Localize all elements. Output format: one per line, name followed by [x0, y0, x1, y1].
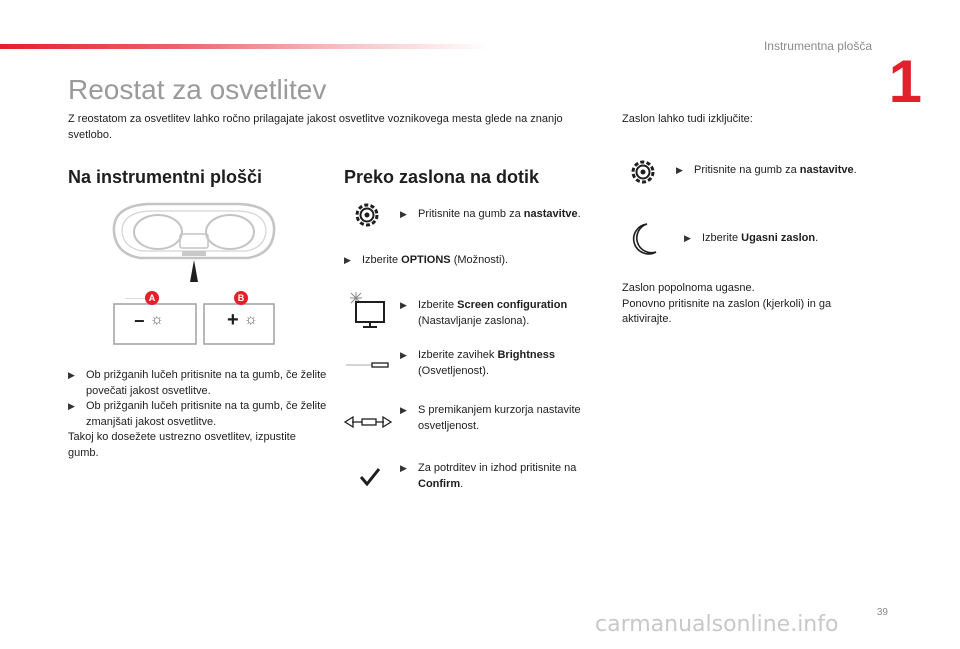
step-screen-config: ▶ Izberite Screen configuration (Nastavljanje zaslona). [400, 298, 600, 329]
bullet-icon: ▶ [68, 401, 75, 411]
step-options: ▶ Izberite OPTIONS (Možnosti). [344, 253, 584, 269]
step-move-cursor: ▶ S premikanjem kurzorja nastavite osvetljenost. [400, 403, 605, 434]
callout-b: B [234, 291, 248, 305]
bullet-icon: ▶ [400, 209, 407, 219]
bright-button-plus[interactable]: + [227, 309, 239, 331]
step-settings-right: ▶ Pritisnite na gumb za nastavitve. [676, 163, 896, 179]
bullet-icon: ▶ [676, 165, 683, 175]
gear-icon [628, 157, 658, 187]
left-bullets [68, 368, 328, 461]
bullet-icon: ▶ [684, 233, 691, 243]
bullet-icon: ▶ [344, 255, 351, 265]
watermark: carmanualsonline.info [595, 612, 839, 637]
screen-brightness-icon [346, 290, 388, 330]
chapter-number: 1 [888, 48, 922, 115]
slider-arrows-icon [344, 415, 392, 429]
bullet-icon: ▶ [68, 370, 75, 380]
page-number: 39 [876, 607, 888, 618]
list-item: ▶ Ob prižganih lučeh pritisnite na ta gumb, če želite zmanjšati jakost osvetlitve. [68, 399, 328, 430]
right-outro: Zaslon popolnoma ugasne. Ponovno pritisnite na zaslon (kjerkoli) in ga aktivirajte. [622, 282, 832, 325]
intro-text: Z reostatom za osvetlitev lahko ročno prilagajate jakost osvetlitve voznikovega mesta glede na znanjo svetlobo. [68, 113, 563, 141]
sun-icon: ☼ [150, 311, 164, 328]
right-intro: Zaslon lahko tudi izključite: [622, 113, 753, 125]
dim-button-minus[interactable]: − [134, 311, 145, 331]
middle-heading: Preko zaslona na dotik [344, 167, 540, 187]
gear-icon [352, 200, 382, 230]
bullet-icon: ▶ [400, 463, 407, 473]
step-confirm: ▶ Za potrditev in izhod pritisnite na Confirm. [400, 461, 600, 492]
step-screen-off: ▶ Izberite Ugasni zaslon. [684, 231, 884, 247]
list-item: ▶ Ob prižganih lučeh pritisnite na ta gumb, če želite povečati jakost osvetlitve. [68, 368, 328, 399]
bullet-icon: ▶ [400, 300, 407, 310]
bullet-icon: ▶ [400, 405, 407, 415]
bullet-icon: ▶ [400, 350, 407, 360]
step-settings: ▶ Pritisnite na gumb za nastavitve. [400, 207, 610, 223]
checkmark-icon [360, 468, 380, 486]
callout-a: A [145, 291, 159, 305]
step-brightness-tab: ▶ Izberite zavihek Brightness (Osvetljenost). [400, 348, 600, 379]
page-title: Reostat za osvetlitev [68, 74, 327, 105]
section-label: Instrumentna plošča [763, 39, 872, 53]
left-note: Takoj ko dosežete ustrezno osvetlitev, izpustite gumb. [68, 431, 296, 459]
header-accent-bar [0, 44, 490, 49]
slider-tab-icon [346, 360, 390, 370]
moon-icon [628, 222, 658, 256]
left-heading: Na instrumentni plošči [68, 167, 263, 187]
sun-icon: ☼ [244, 311, 258, 328]
